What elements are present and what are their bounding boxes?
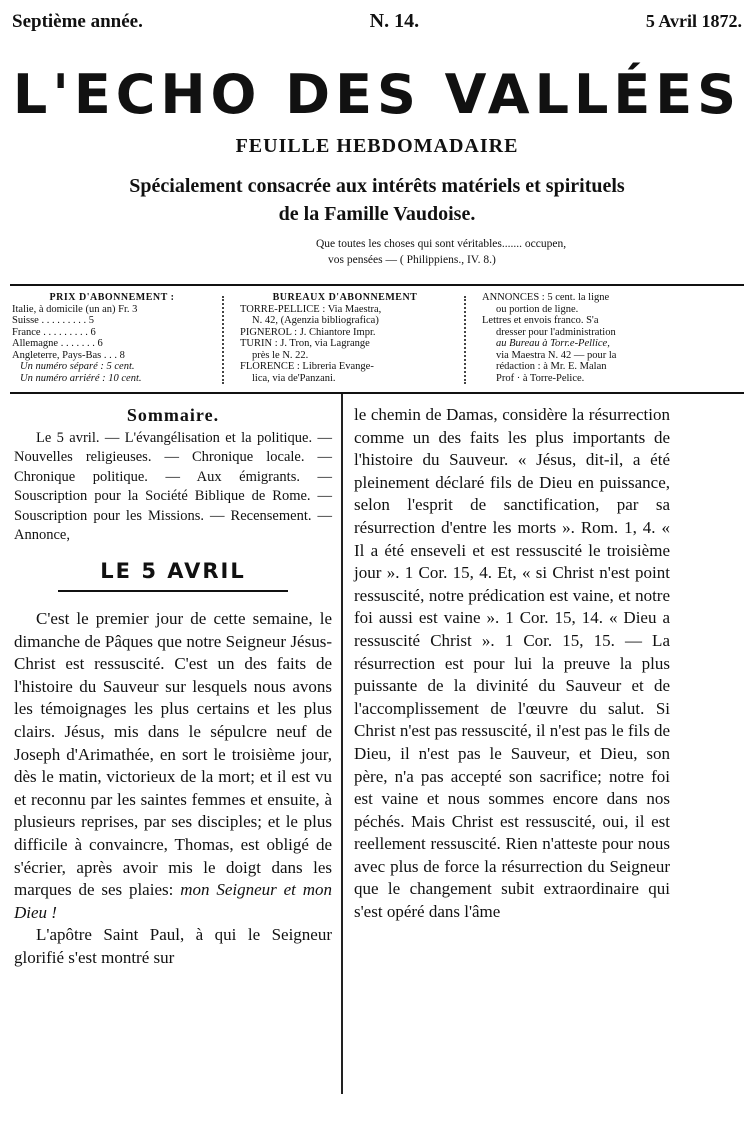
tagline-line-1: Spécialement consacrée aux intérêts matériels et spirituels (129, 175, 625, 197)
annonces-line: ANNONCES : 5 cent. la ligne (482, 292, 610, 303)
top-divider (10, 284, 744, 286)
year-label: Septième année. (12, 11, 143, 32)
bureaux-line: PIGNEROL : J. Chiantore Impr. (240, 326, 376, 338)
price-line: Un numéro arriéré : 10 cent. (20, 372, 142, 384)
bureaux-heading: BUREAUX D'ABONNEMENT (272, 292, 418, 303)
annonces-line: Lettres et envois franco. S'a (482, 315, 599, 326)
article-paragraph-text: C'est le premier jour de cette semaine, le dimanche de Pâques que notre Seigneur Jésus-Christ est ressuscité. C'est un des faits de l'histoire du Sauveur sur lesquels nous avons les témoignages les plus certains et les plus clairs. Jésus, mis dans le sépulcre neuf de Joseph d'Arimathée, en sort le troisième jour, dès le matin, victorieux de la mort; et il est vu et reconnu par les saintes femmes et ensuite, à plusieurs reprises, par ses disciples; et le plus difficile à convaincre, Thomas, est obligé de s'écrier, après avoir mis le doigt dans les marques de ses plaies: (14, 609, 332, 900)
epigraph-line-1: Que toutes les choses qui sont véritables....... occupen, (316, 238, 567, 250)
info-boxes (12, 292, 742, 388)
annonces-line: rédaction : à Mr. E. Malan (496, 361, 607, 372)
newspaper-subtitle: FEUILLE HEBDOMADAIRE (235, 135, 519, 157)
box-separator (464, 296, 466, 384)
article-quote: mon Seigneur et mon Dieu ! (14, 880, 332, 922)
right-column (354, 404, 670, 924)
bureaux-line: N. 42, (Agenzia bibliografica) (252, 315, 379, 326)
issue-date: 5 Avril 1872. (645, 11, 742, 31)
bureaux-box (240, 292, 450, 384)
price-heading: PRIX D'ABONNEMENT : (49, 292, 175, 303)
annonces-line: dresser pour l'administration (496, 326, 616, 338)
bureaux-line: TORRE-PELLICE : Via Maestra, (240, 303, 382, 315)
price-line: Suisse . . . . . . . . . 5 (12, 315, 94, 326)
newspaper-title: L'ECHO DES VALLÉES (12, 63, 742, 126)
masthead-top-line (12, 10, 742, 34)
tagline-line-2: de la Famille Vaudoise. (278, 203, 476, 225)
left-column (14, 404, 332, 970)
article-continuation: le chemin de Damas, considère la résurrection comme un des faits les plus importants de l'histoire du Sauveur. « Jésus, dit-il, a été pleinement déclaré fils de Dieu en puissance, selon l'esprit de sanctification, par sa résurrection d'entre les morts ». Rom. 1, 4. « Il a été enseveli et est ressuscité le troisième jour ». 1 Cor. 15, 4. Et, « si Christ n'est point ressuscité, notre prédication est vaine, et notre foi aussi est vaine ». 1 Cor. 15, 14. « Dieu a ressuscité Christ ». 1 Cor. 15, 15. — La résurrection est pour lui la preuve la plus puissante de la divinité du Sauveur et de l'accomplissement de l'œuvre du salut. Si Christ n'est pas ressuscité, il n'est pas le fils de Dieu, il n'est pas le Sauveur, et Dieu, son père, n'a pas accepté son sacrifice; notre foi est vaine et nous sommes encore dans nos péchés. Mais Christ est ressuscité, oui, il est reellement ressuscité. Rien n'atteste pour nous avec plus de force la résurrection du Seigneur que le changement subit extraordinaire qui s'est opéré dans l'âme (354, 405, 670, 922)
price-box (12, 292, 212, 384)
annonces-line: ou portion de ligne. (496, 303, 579, 315)
price-line: Allemagne . . . . . . . 6 (12, 338, 103, 349)
article-title: LE 5 AVRIL (100, 558, 246, 583)
box-separator (222, 296, 224, 384)
annonces-line: Prof · à Torre-Pelice. (496, 372, 585, 384)
sommaire-title: Sommaire. (126, 405, 220, 425)
price-line: Angleterre, Pays-Bas . . . 8 (12, 349, 125, 361)
epigraph-line-2: vos pensées — ( Philippiens., IV. 8.) (328, 254, 496, 266)
sommaire-text: Le 5 avril. — L'évangélisation et la politique. — Nouvelles religieuses. — Chronique locale. — Chronique politique. — Aux émigrants. — Souscription pour la Société Biblique de Rome. — Souscription pour les Missions. — Recensement. — Annonce, (14, 429, 332, 543)
price-line: Italie, à domicile (un an) Fr. 3 (12, 303, 138, 315)
epigraph (316, 236, 666, 268)
price-line: Un numéro séparé : 5 cent. (20, 361, 135, 372)
article-title-rule (58, 590, 288, 592)
article-paragraph: L'apôtre Saint Paul, à qui le Seigneur glorifié s'est montré sur (14, 925, 332, 967)
annonces-line: au Bureau à Torr.e-Pellice, (496, 338, 610, 349)
bureaux-line: FLORENCE : Libreria Evange- (240, 361, 374, 372)
annonces-box (482, 292, 742, 384)
issue-number: N. 14. (369, 10, 420, 32)
bureaux-line: lica, via de'Panzani. (252, 372, 336, 384)
tagline (60, 172, 694, 228)
bureaux-line: TURIN : J. Tron, via Lagrange (240, 338, 370, 349)
boxes-divider (10, 392, 744, 394)
article-paragraph (14, 608, 332, 924)
price-line: France . . . . . . . . . 6 (12, 326, 96, 338)
bureaux-line: près le N. 22. (252, 349, 309, 361)
annonces-line: via Maestra N. 42 — pour la (496, 349, 617, 361)
column-separator (341, 394, 343, 1094)
